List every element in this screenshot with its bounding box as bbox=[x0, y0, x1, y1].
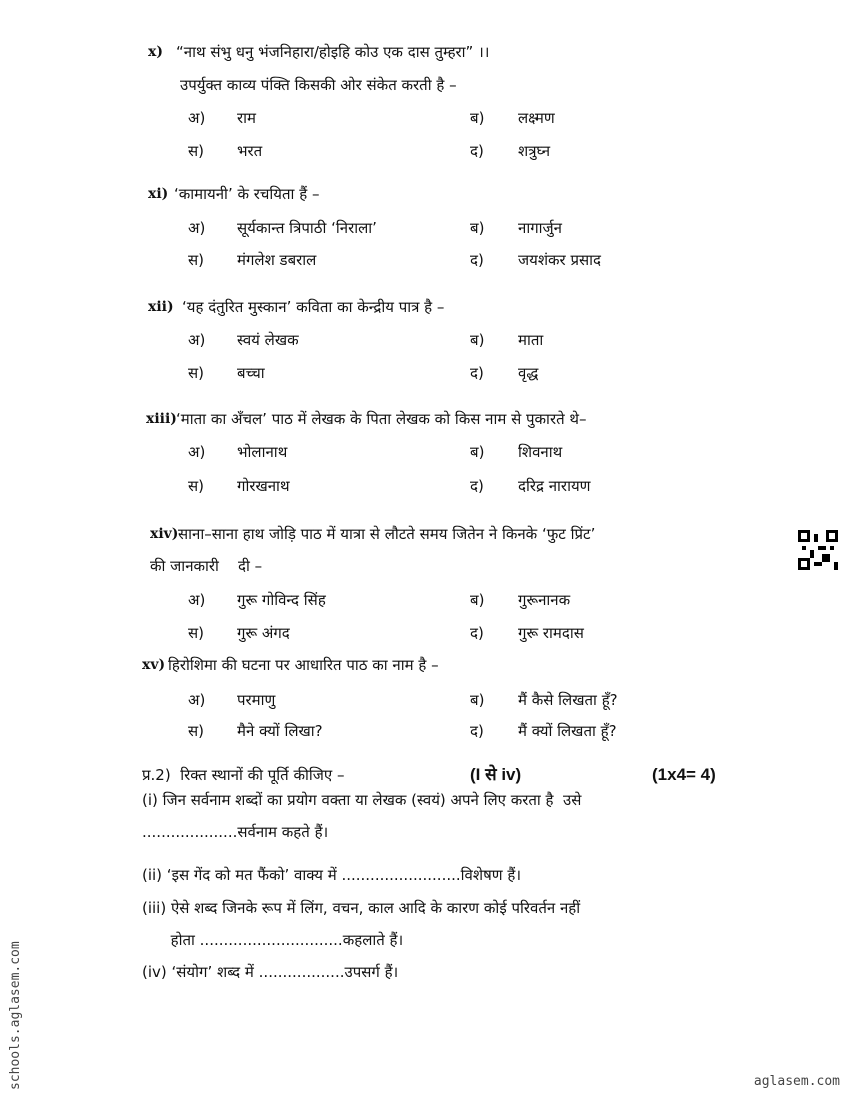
option-label: स) bbox=[188, 142, 204, 160]
option-text: शत्रुघ्न bbox=[518, 142, 551, 160]
option-text: जयशंकर प्रसाद bbox=[518, 251, 601, 269]
option-text: दरिद्र नारायण bbox=[518, 477, 591, 495]
option-text: गुरूनानक bbox=[518, 591, 571, 609]
option-label: द) bbox=[470, 477, 484, 495]
option-label: स) bbox=[188, 251, 204, 269]
option-text: मंगलेश डबराल bbox=[237, 251, 317, 269]
question-number: x) bbox=[148, 44, 163, 60]
option-text: भोलानाथ bbox=[237, 443, 288, 461]
question-text: ‘कामायनी’ के रचयिता हैं – bbox=[174, 185, 320, 203]
question-text: साना–साना हाथ जोड़ि पाठ में यात्रा से लौटते समय जितेन ने किनके ‘फुट प्रिंट’ bbox=[178, 525, 596, 543]
option-label: ब) bbox=[470, 691, 485, 709]
option-label: स) bbox=[188, 624, 204, 642]
side-watermark: schools.aglasem.com bbox=[8, 941, 23, 1090]
option-text: वृद्ध bbox=[518, 364, 539, 382]
qr-code-icon bbox=[798, 530, 838, 570]
option-label: ब) bbox=[470, 219, 485, 237]
option-text: गुरू रामदास bbox=[518, 624, 584, 642]
fill-blank-line: (iii) ऐसे शब्द जिनके रूप में लिंग, वचन, काल आदि के कारण कोई परिवर्तन नहीं bbox=[142, 899, 581, 917]
option-label: स) bbox=[188, 722, 204, 740]
option-text: शिवनाथ bbox=[518, 443, 563, 461]
option-label: अ) bbox=[188, 219, 206, 237]
option-text: गोरखनाथ bbox=[237, 477, 290, 495]
option-text: गुरू गोविन्द सिंह bbox=[237, 591, 326, 609]
question-text: हिरोशिमा की घटना पर आधारित पाठ का नाम है – bbox=[168, 656, 439, 674]
question-number: xii) bbox=[148, 299, 174, 315]
option-text: मैं क्यों लिखता हूँ? bbox=[518, 722, 617, 740]
question-number: xiv) bbox=[150, 526, 179, 542]
option-label: द) bbox=[470, 251, 484, 269]
option-label: अ) bbox=[188, 691, 206, 709]
question-text: की जानकारी दी – bbox=[150, 557, 263, 575]
option-text: सूर्यकान्त त्रिपाठी ‘निराला’ bbox=[237, 219, 377, 237]
option-text: भरत bbox=[237, 142, 263, 160]
option-label: द) bbox=[470, 624, 484, 642]
option-text: बच्चा bbox=[237, 364, 265, 382]
option-text: नागार्जुन bbox=[518, 219, 562, 237]
option-label: ब) bbox=[470, 443, 485, 461]
section-title: प्र.2) रिक्त स्थानों की पूर्ति कीजिए – bbox=[142, 766, 345, 784]
option-label: ब) bbox=[470, 331, 485, 349]
section-marks: (1x4= 4) bbox=[652, 765, 716, 784]
question-text: ‘यह दंतुरित मुस्कान’ कविता का केन्द्रीय पात्र है – bbox=[182, 298, 445, 316]
footer-watermark: aglasem.com bbox=[753, 1074, 840, 1089]
option-text: माता bbox=[518, 331, 544, 349]
option-label: स) bbox=[188, 364, 204, 382]
option-label: द) bbox=[470, 364, 484, 382]
option-label: ब) bbox=[470, 109, 485, 127]
question-text: उपर्युक्त काव्य पंक्ति किसकी ओर संकेत करती है – bbox=[180, 76, 457, 94]
option-text: राम bbox=[237, 109, 256, 127]
option-label: ब) bbox=[470, 591, 485, 609]
option-text: परमाणु bbox=[237, 691, 276, 709]
question-text: ‘माता का अँचल’ पाठ में लेखक के पिता लेखक को किस नाम से पुकारते थे– bbox=[176, 410, 587, 428]
option-text: लक्ष्मण bbox=[518, 109, 555, 127]
question-number: xv) bbox=[142, 657, 166, 673]
option-label: अ) bbox=[188, 443, 206, 461]
question-number: xiii) bbox=[146, 411, 177, 427]
option-text: मैं कैसे लिखता हूँ? bbox=[518, 691, 618, 709]
option-label: अ) bbox=[188, 591, 206, 609]
option-text: स्वयं लेखक bbox=[237, 331, 299, 349]
option-label: द) bbox=[470, 142, 484, 160]
question-number: xi) bbox=[148, 186, 169, 202]
fill-blank-line: (iv) ‘संयोग’ शब्द में ..................उपसर्ग हैं। bbox=[142, 963, 399, 981]
fill-blank-line: (i) जिन सर्वनाम शब्दों का प्रयोग वक्ता या लेखक (स्वयं) अपने लिए करता है उसे bbox=[142, 791, 582, 809]
fill-blank-line: होता ..............................कहलाते हैं। bbox=[142, 931, 404, 949]
section-range: (I से iv) bbox=[470, 765, 522, 784]
fill-blank-line: (ii) ‘इस गेंद को मत फैंको’ वाक्य में .........................विशेषण हैं। bbox=[142, 866, 522, 884]
option-label: अ) bbox=[188, 331, 206, 349]
question-text: “नाथ संभु धनु भंजनिहारा/होइहि कोउ एक दास तुम्हरा” ।। bbox=[176, 43, 490, 61]
option-label: अ) bbox=[188, 109, 206, 127]
fill-blank-line: ....................सर्वनाम कहते हैं। bbox=[142, 823, 329, 841]
option-label: द) bbox=[470, 722, 484, 740]
option-text: गुरू अंगद bbox=[237, 624, 290, 642]
option-text: मैने क्यों लिखा? bbox=[237, 722, 323, 740]
option-label: स) bbox=[188, 477, 204, 495]
